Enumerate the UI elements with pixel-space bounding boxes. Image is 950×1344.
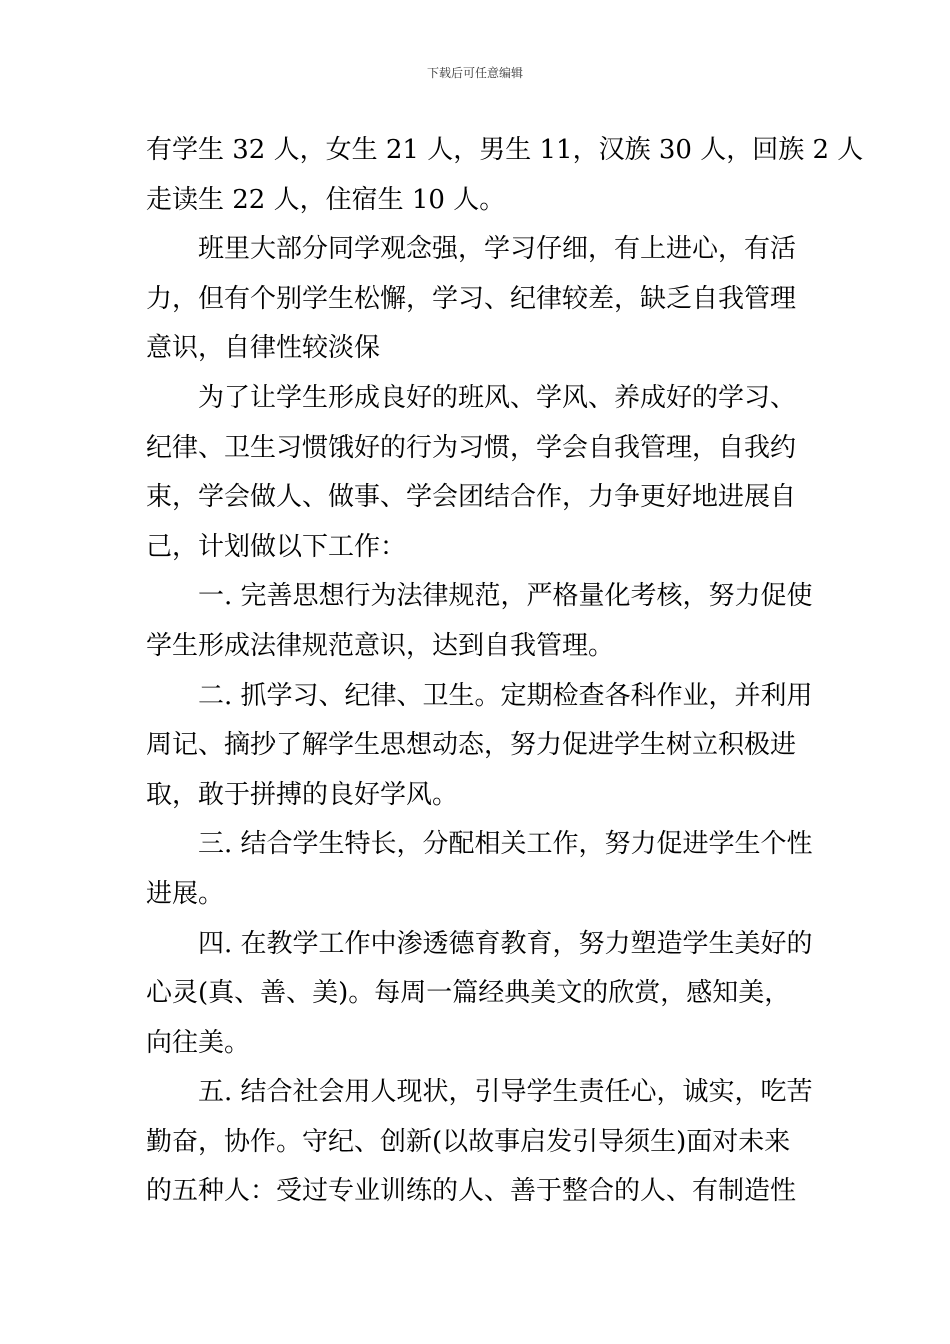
list-item-start-line: 三. 结合学生特长，分配相关工作，努力促进学生个性 [198,829,813,860]
text-line: 己，计划做以下工作： [146,531,407,562]
text-line: 有学生 32 人，女生 21 人，男生 11，汉族 30 人，回族 2 人 [146,135,864,165]
page-header: 下载后可任意编辑 [426,66,523,80]
text-line: 心灵(真、善、美)。每周一篇经典美文的欣赏，感知美， [146,978,791,1009]
text-line: 取，敢于拼搏的良好学风。 [146,779,459,810]
text-line: 走读生 22 人，住宿生 10 人。 [146,184,506,215]
text-line: 进展。 [146,878,225,909]
text-line: 向往美。 [146,1027,251,1058]
document-body [146,126,864,1217]
text-line: 纪律、卫生习惯饿好的行为习惯，学会自我管理，自我约 [146,432,797,463]
list-item-start-line: 一. 完善思想行为法律规范，严格量化考核，努力促使 [198,581,813,612]
text-line: 周记、摘抄了解学生思想动态，努力促进学生树立积极进 [146,730,797,761]
text-line: 学生形成法律规范意识，达到自我管理。 [146,630,615,661]
list-item-start-line: 二. 抓学习、纪律、卫生。定期检查各科作业，并利用 [198,680,813,711]
list-item-start-line: 四. 在教学工作中渗透德育教育，努力塑造学生美好的 [198,928,813,959]
text-line: 束，学会做人、做事、学会团结合作，力争更好地进展自 [146,482,797,513]
list-item-start-line: 五. 结合社会用人现状，引导学生责任心，诚实，吃苦 [198,1077,813,1108]
text-line: 的五种人：受过专业训练的人、善于整合的人、有制造性 [146,1176,797,1207]
text-line: 力，但有个别学生松懈，学习、纪律较差，缺乏自我管理 [146,283,797,314]
text-line: 意识，自律性较淡保 [146,333,381,364]
text-line: 勤奋，协作。守纪、创新(以故事启发引导须生)面对未来 [146,1126,791,1157]
paragraph-start-line: 班里大部分同学观念强，学习仔细，有上进心，有活 [198,234,797,265]
paragraph-start-line: 为了让学生形成良好的班风、学风、养成好的学习、 [198,382,797,413]
